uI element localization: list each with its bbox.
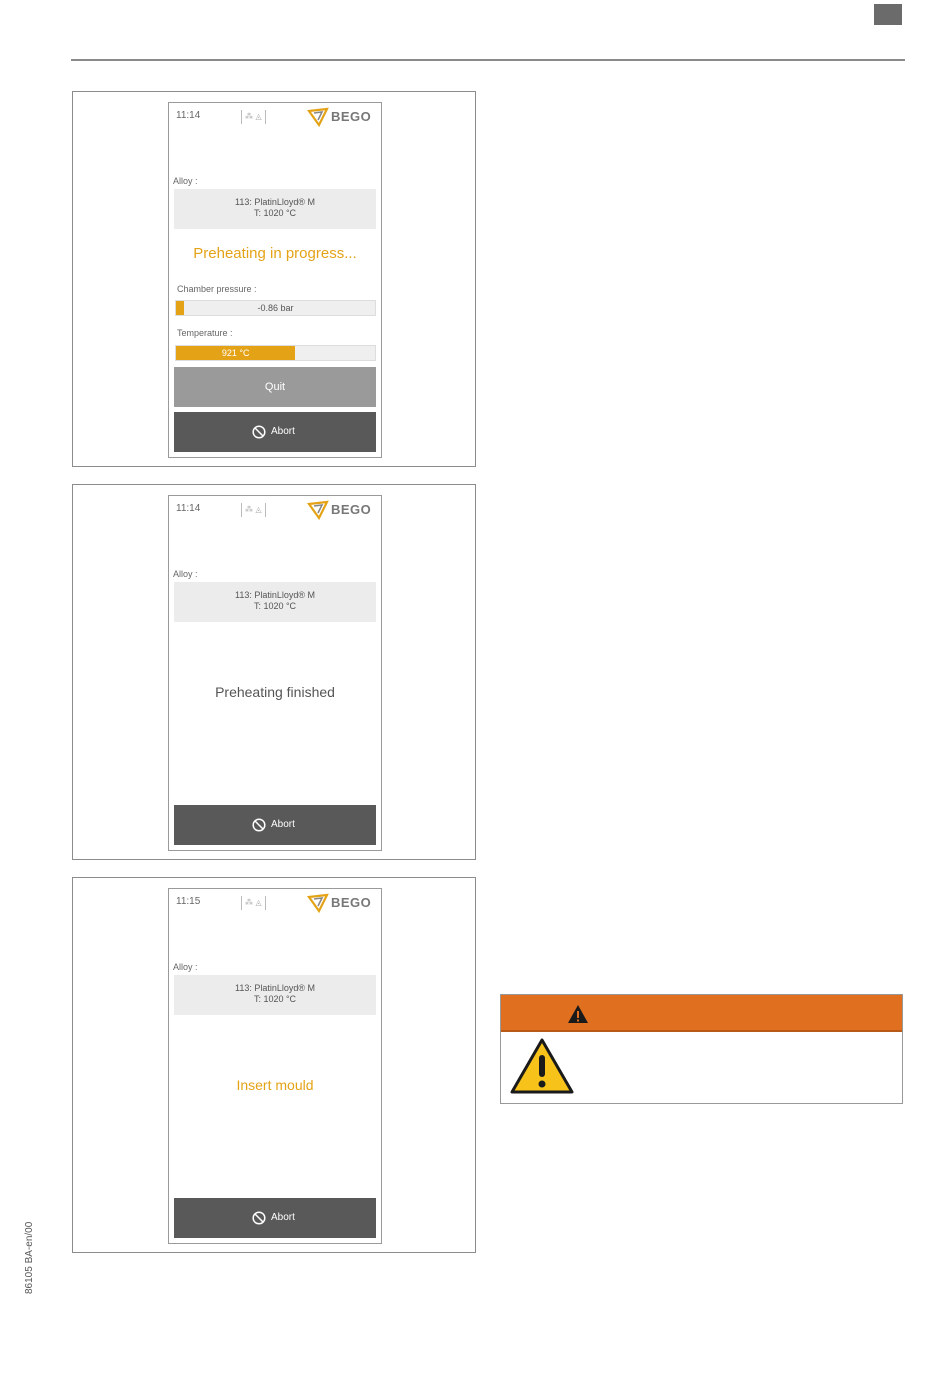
alloy-label: Alloy : xyxy=(173,176,198,186)
abort-button[interactable] xyxy=(174,805,376,845)
abort-label: Abort xyxy=(271,1212,295,1223)
alloy-info xyxy=(174,582,376,622)
status-icons: ⁂ ◬ xyxy=(241,503,266,517)
brand-name: BEGO xyxy=(331,895,372,910)
alloy-temperature: T: 1020 °C xyxy=(253,208,297,218)
abort-icon xyxy=(252,818,266,832)
alloy-info xyxy=(174,975,376,1015)
status-icons: ⁂ ◬ xyxy=(241,110,266,124)
bego-logo-icon xyxy=(307,893,329,913)
chamber-pressure-value: -0.86 bar xyxy=(257,303,294,313)
alloy-name: 113: PlatinLloyd® M xyxy=(234,590,315,600)
temperature-value: 921 °C xyxy=(221,348,250,358)
warning-triangle-icon xyxy=(567,1004,589,1024)
alloy-label: Alloy : xyxy=(173,569,198,579)
alloy-info xyxy=(174,189,376,229)
chamber-pressure-bar xyxy=(175,300,376,316)
abort-icon xyxy=(252,1211,266,1225)
status-message: Insert mould xyxy=(236,1077,314,1093)
status-bar xyxy=(169,496,381,524)
brand-name: BEGO xyxy=(331,502,372,517)
status-bar xyxy=(169,889,381,917)
clock: 11:14 xyxy=(176,110,201,121)
bego-logo-icon xyxy=(307,107,329,127)
abort-icon xyxy=(252,425,266,439)
brand-name: BEGO xyxy=(331,109,372,124)
status-message: Preheating in progress... xyxy=(193,245,357,262)
alloy-temperature: T: 1020 °C xyxy=(253,601,297,611)
warning-box xyxy=(500,994,903,1104)
bego-logo-icon xyxy=(307,500,329,520)
figure-preheating-finished xyxy=(72,484,476,860)
alloy-temperature: T: 1020 °C xyxy=(253,994,297,1004)
quit-button[interactable]: Quit xyxy=(174,367,376,407)
abort-button[interactable] xyxy=(174,1198,376,1238)
status-message: Preheating finished xyxy=(215,684,335,700)
alloy-name: 113: PlatinLloyd® M xyxy=(234,197,315,207)
figure-insert-mould xyxy=(72,877,476,1253)
abort-label: Abort xyxy=(271,819,295,830)
header-rule xyxy=(71,59,905,61)
abort-label: Abort xyxy=(271,426,295,437)
page-tab-marker xyxy=(874,4,902,25)
device-screen xyxy=(168,495,382,851)
alloy-name: 113: PlatinLloyd® M xyxy=(234,983,315,993)
device-screen xyxy=(168,888,382,1244)
warning-header xyxy=(501,995,902,1032)
chamber-pressure-label: Chamber pressure : xyxy=(177,284,257,294)
temperature-bar xyxy=(175,345,376,361)
abort-button[interactable] xyxy=(174,412,376,452)
status-icons: ⁂ ◬ xyxy=(241,896,266,910)
device-screen xyxy=(168,102,382,458)
figure-preheating-progress xyxy=(72,91,476,467)
document-id: 86105 BA-en/00 xyxy=(24,1221,35,1294)
temperature-label: Temperature : xyxy=(177,328,233,338)
clock: 11:15 xyxy=(176,896,201,907)
warning-triangle-icon xyxy=(509,1037,575,1095)
alloy-label: Alloy : xyxy=(173,962,198,972)
status-bar xyxy=(169,103,381,131)
clock: 11:14 xyxy=(176,503,201,514)
